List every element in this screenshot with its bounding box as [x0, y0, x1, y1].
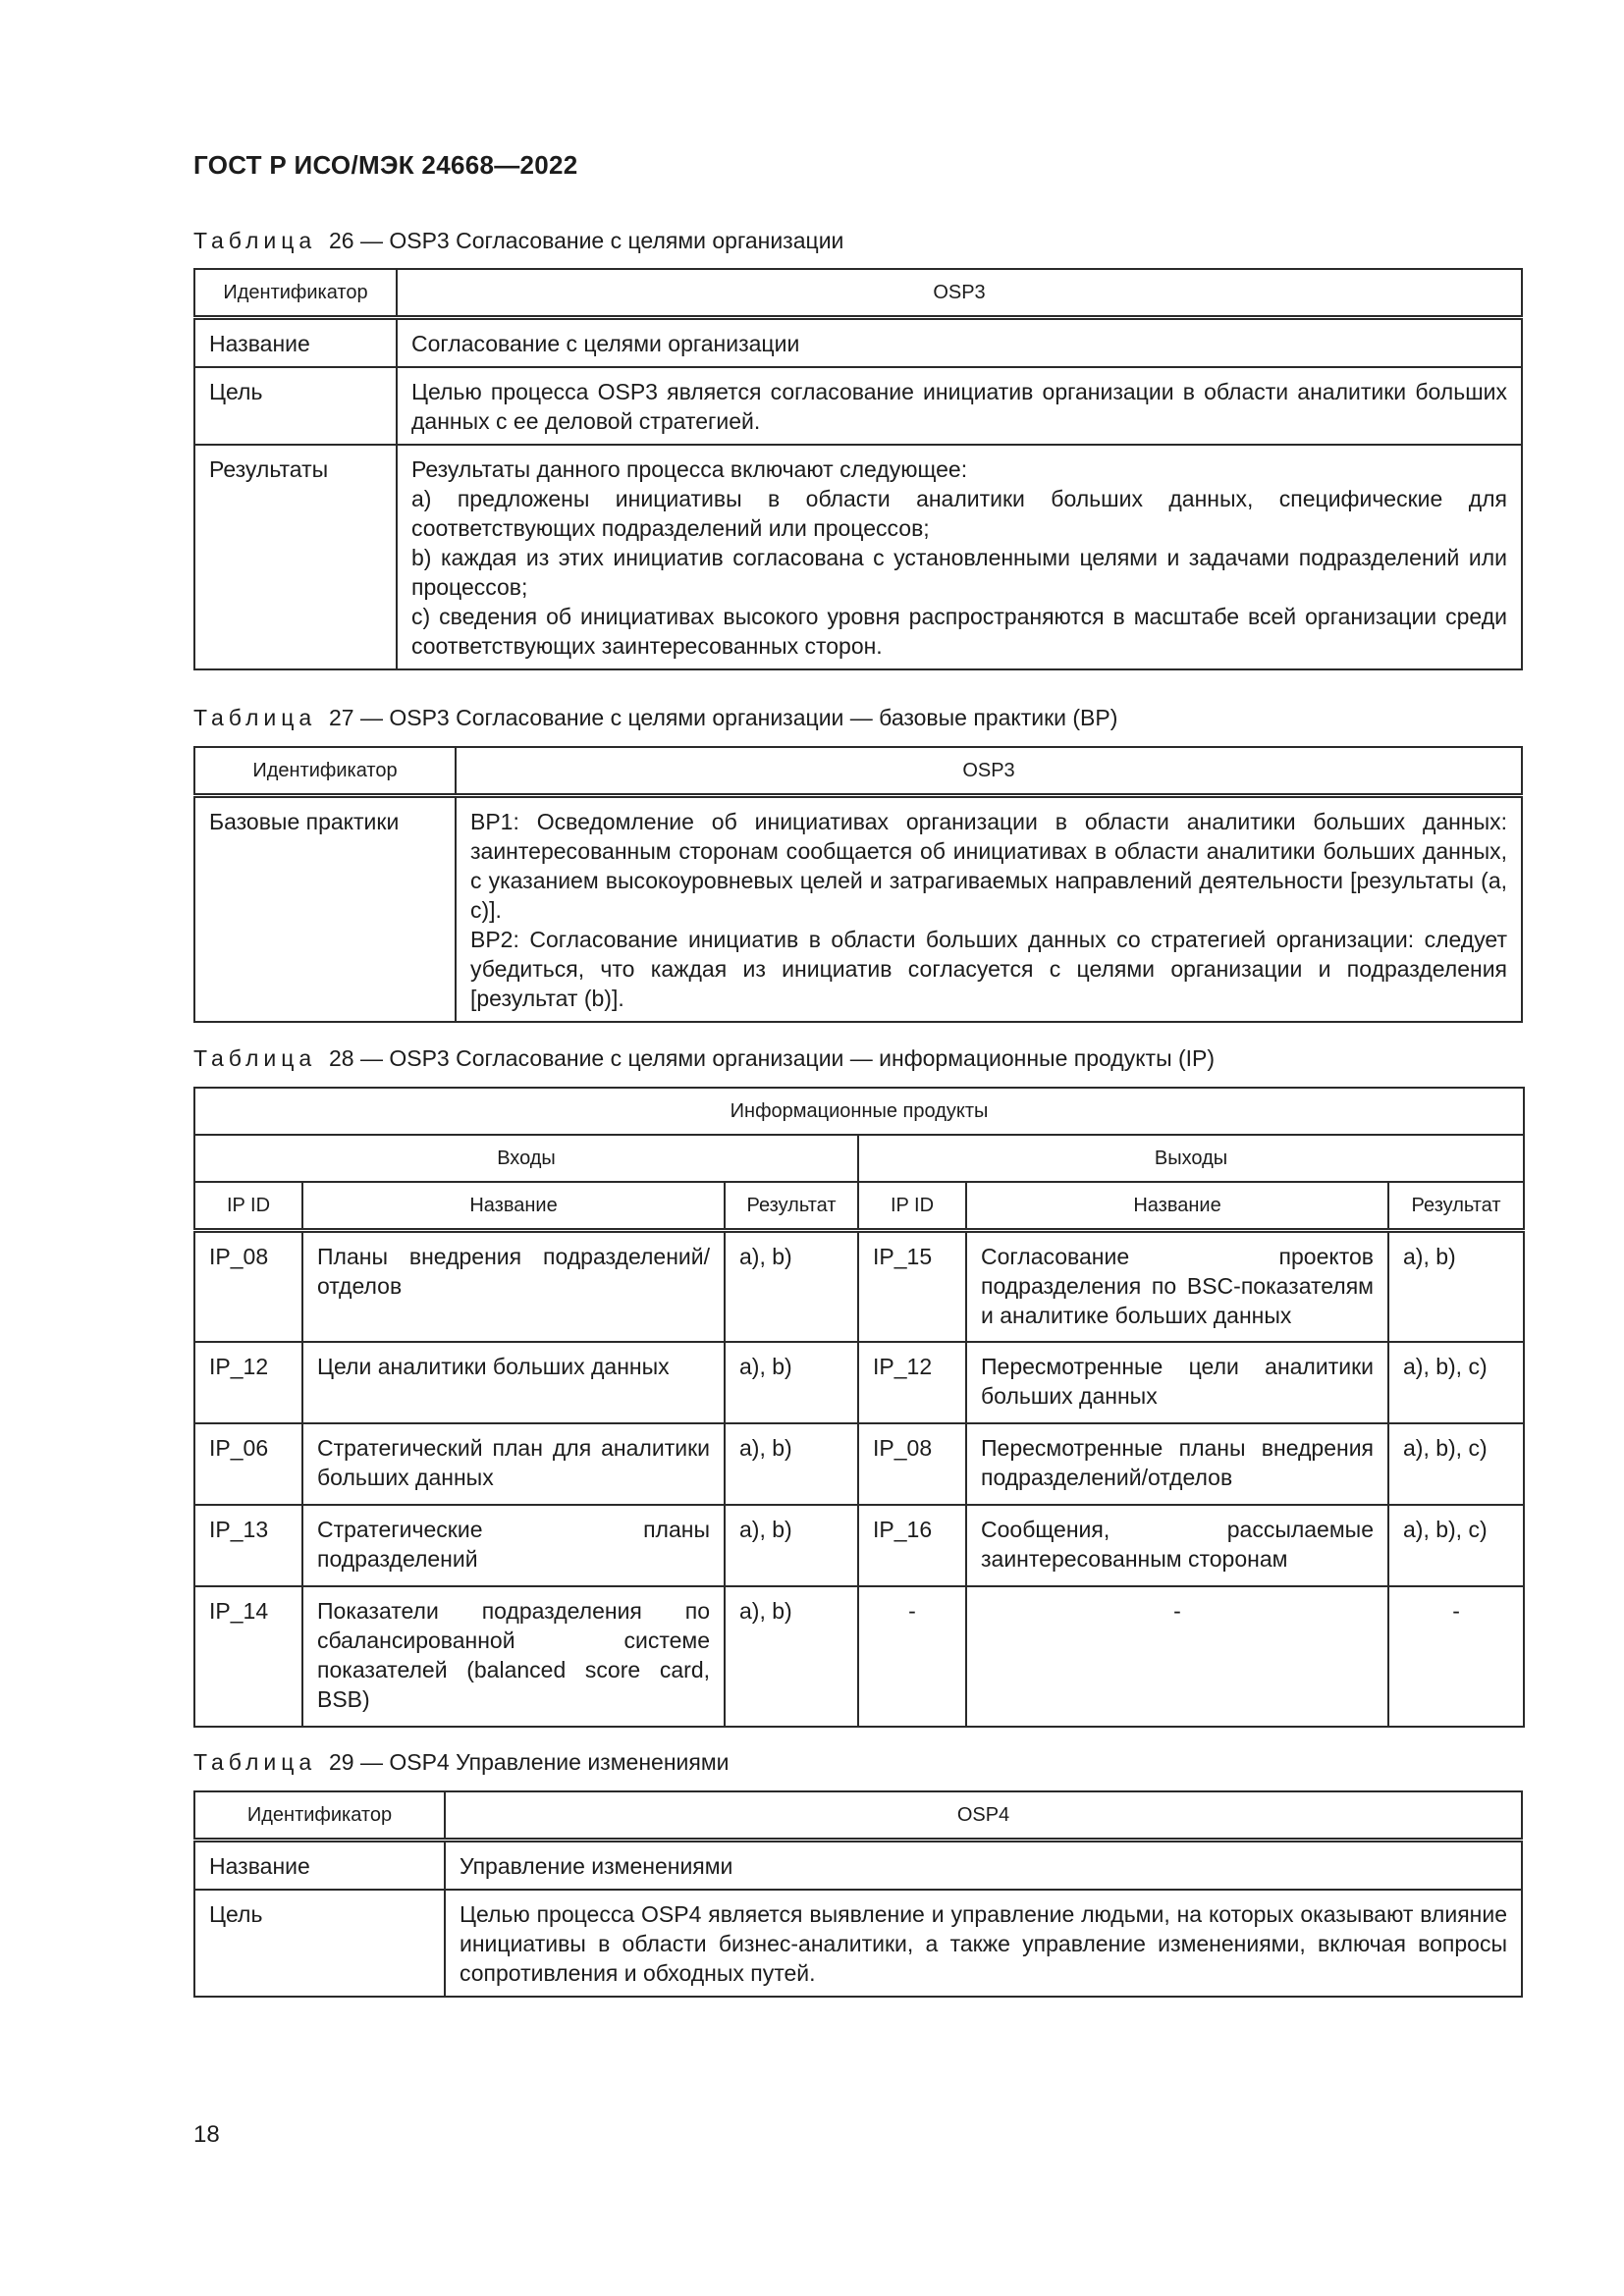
caption-word: Таблица	[193, 1749, 317, 1775]
id-header: Идентификатор	[194, 1791, 445, 1841]
table-row	[194, 1586, 1524, 1727]
goal-label: Цель	[194, 367, 397, 445]
in-id: IP_12	[194, 1342, 302, 1423]
in-name: Цели аналитики больших данных	[302, 1342, 725, 1423]
out-id: IP_15	[858, 1231, 966, 1342]
in-result: a), b)	[725, 1342, 858, 1423]
out-result: a), b)	[1388, 1231, 1524, 1342]
table-29	[193, 1790, 1523, 1998]
col-ip-id: IP ID	[194, 1182, 302, 1231]
in-name: Стратегический план для аналитики больших данных	[302, 1423, 725, 1505]
base-practices-value	[456, 796, 1522, 1023]
caption-word: Таблица	[193, 228, 317, 253]
table-28	[193, 1087, 1525, 1728]
table-26	[193, 268, 1523, 670]
out-name: Согласование проектов подразделения по BSC-показателям и аналитике больших данных	[966, 1231, 1388, 1342]
out-name: Сообщения, рассылаемые заинтересованным сторонам	[966, 1505, 1388, 1586]
in-id: IP_08	[194, 1231, 302, 1342]
caption-text: 28 — OSP3 Согласование с целями организации — информационные продукты (IP)	[328, 1045, 1216, 1071]
id-value: OSP3	[456, 747, 1522, 796]
table-29-caption	[193, 1749, 730, 1776]
inputs-header: Входы	[194, 1135, 858, 1182]
ip-title: Информационные продукты	[194, 1088, 1524, 1135]
table-row	[194, 1423, 1524, 1505]
goal-label: Цель	[194, 1890, 445, 1997]
name-value: Согласование с целями организации	[397, 318, 1522, 368]
id-value: OSP4	[445, 1791, 1522, 1841]
results-value	[397, 445, 1522, 669]
page-number: 18	[193, 2121, 220, 2148]
table-28-caption	[193, 1045, 1215, 1072]
caption-word: Таблица	[193, 1045, 317, 1071]
out-result: a), b), c)	[1388, 1505, 1524, 1586]
out-name: -	[966, 1586, 1388, 1727]
in-result: a), b)	[725, 1586, 858, 1727]
results-line: Результаты данного процесса включают следующее:	[411, 456, 968, 482]
col-result: Результат	[1388, 1182, 1524, 1231]
col-name: Название	[302, 1182, 725, 1231]
col-result: Результат	[725, 1182, 858, 1231]
caption-text: 27 — OSP3 Согласование с целями организации — базовые практики (BP)	[328, 705, 1118, 730]
table-27	[193, 746, 1523, 1023]
table-row	[194, 1342, 1524, 1423]
id-header: Идентификатор	[194, 269, 397, 318]
out-id: IP_16	[858, 1505, 966, 1586]
caption-text: 29 — OSP4 Управление изменениями	[328, 1749, 730, 1775]
caption-word: Таблица	[193, 705, 317, 730]
id-header: Идентификатор	[194, 747, 456, 796]
in-result: a), b)	[725, 1231, 858, 1342]
results-line: c) сведения об инициативах высокого уровня распространяются в масштабе всей организации среди соответствующих заинтересованных сторон.	[411, 604, 1507, 659]
out-name: Пересмотренные планы внедрения подразделений/отделов	[966, 1423, 1388, 1505]
col-name: Название	[966, 1182, 1388, 1231]
bp-item: BP1: Осведомление об инициативах организации в области аналитики больших данных: заинтересованным сторонам сообщается об инициативах в области аналитики больших данных, с указанием высокоуровневых целей и затрагиваемых направлений деятельности [результаты (a, c)].	[470, 809, 1507, 923]
in-result: a), b)	[725, 1505, 858, 1586]
results-line: a) предложены инициативы в области аналитики больших данных, специфические для соответствующих подразделений или процессов;	[411, 486, 1507, 541]
in-result: a), b)	[725, 1423, 858, 1505]
in-id: IP_13	[194, 1505, 302, 1586]
goal-value: Целью процесса OSP3 является согласование инициатив организации в области аналитики больших данных с ее деловой стратегией.	[397, 367, 1522, 445]
results-label: Результаты	[194, 445, 397, 669]
caption-text: 26 — OSP3 Согласование с целями организации	[328, 228, 844, 253]
outputs-header: Выходы	[858, 1135, 1524, 1182]
in-id: IP_14	[194, 1586, 302, 1727]
out-result: a), b), c)	[1388, 1342, 1524, 1423]
table-row	[194, 1231, 1524, 1342]
in-name: Стратегические планы подразделений	[302, 1505, 725, 1586]
base-practices-label: Базовые практики	[194, 796, 456, 1023]
out-id: IP_08	[858, 1423, 966, 1505]
id-value: OSP3	[397, 269, 1522, 318]
in-name: Показатели подразделения по сбалансированной системе показателей (balanced score card, BSB)	[302, 1586, 725, 1727]
out-name: Пересмотренные цели аналитики больших данных	[966, 1342, 1388, 1423]
goal-value: Целью процесса OSP4 является выявление и управление людьми, на которых оказывают влияние инициативы в области бизнес-аналитики, а также управление изменениями, включая вопросы сопротивления и обходных путей.	[445, 1890, 1522, 1997]
out-id: -	[858, 1586, 966, 1727]
bp-item: BP2: Согласование инициатив в области больших данных со стратегией организации: следует убедиться, что каждая из инициатив согласуется с целями организации и подразделения [результат (b)].	[470, 927, 1507, 1011]
name-label: Название	[194, 318, 397, 368]
out-result: -	[1388, 1586, 1524, 1727]
out-result: a), b), c)	[1388, 1423, 1524, 1505]
out-id: IP_12	[858, 1342, 966, 1423]
in-name: Планы внедрения подразделений/отделов	[302, 1231, 725, 1342]
name-label: Название	[194, 1841, 445, 1891]
results-line: b) каждая из этих инициатив согласована с установленными целями и задачами подразделений или процессов;	[411, 545, 1507, 600]
document-header: ГОСТ Р ИСО/МЭК 24668—2022	[193, 150, 578, 180]
name-value: Управление изменениями	[445, 1841, 1522, 1891]
table-row	[194, 1505, 1524, 1586]
col-ip-id: IP ID	[858, 1182, 966, 1231]
table-27-caption	[193, 705, 1117, 731]
table-26-caption	[193, 228, 843, 254]
in-id: IP_06	[194, 1423, 302, 1505]
